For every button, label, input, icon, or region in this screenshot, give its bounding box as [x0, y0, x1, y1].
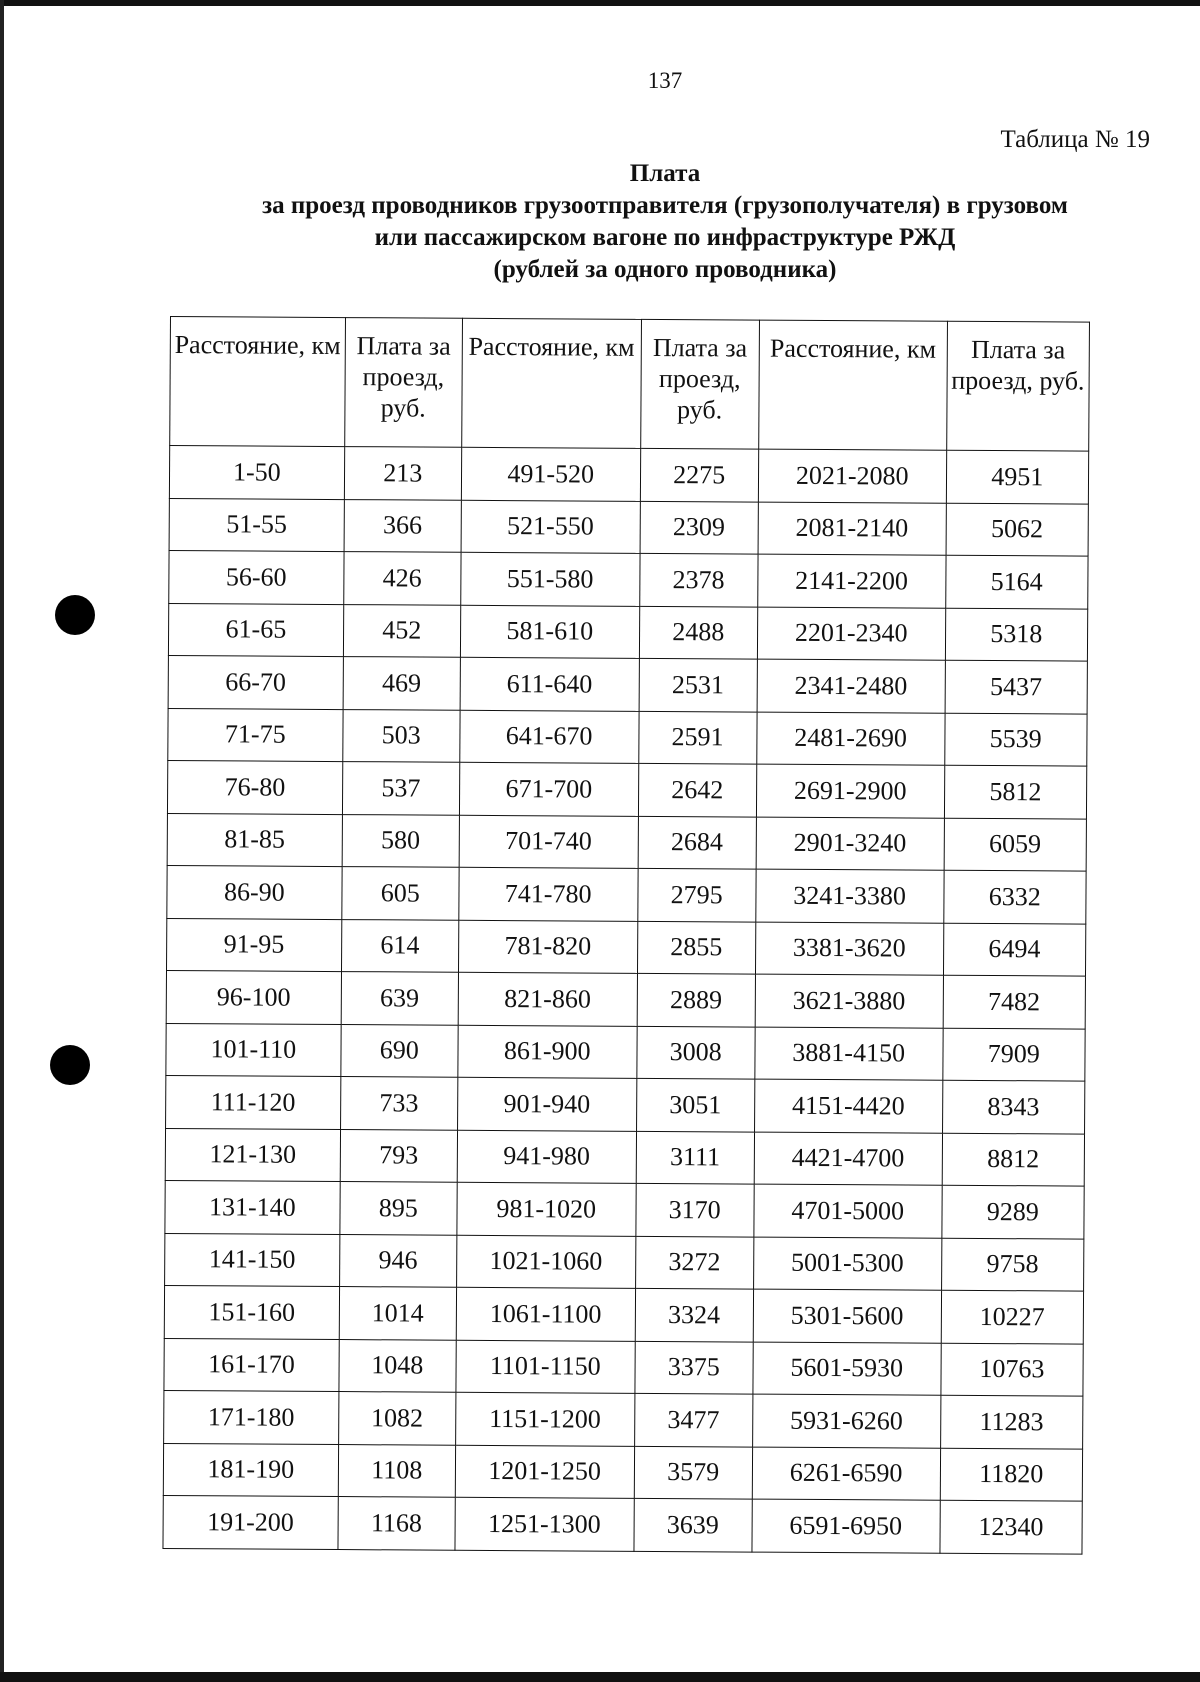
table-row — [164, 1390, 1083, 1448]
fare-cell: 8812 — [942, 1133, 1085, 1186]
fare-cell: 2309 — [640, 501, 758, 554]
distance-cell: 121-130 — [165, 1128, 340, 1182]
table-body — [163, 446, 1089, 1554]
distance-cell: 2341-2480 — [757, 659, 945, 713]
distance-cell: 86-90 — [167, 865, 342, 919]
fare-cell: 2591 — [638, 711, 756, 764]
distance-cell: 861-900 — [458, 1025, 637, 1079]
fare-cell: 1108 — [338, 1444, 455, 1497]
distance-cell: 3241-3380 — [756, 869, 944, 923]
punch-hole-icon — [50, 1045, 90, 1085]
header-distance: Расстояние, км — [462, 318, 642, 448]
distance-cell: 91-95 — [167, 918, 342, 972]
fare-cell: 3170 — [635, 1183, 753, 1236]
fare-cell: 3375 — [635, 1341, 753, 1394]
punch-hole-icon — [55, 595, 95, 635]
fare-cell: 537 — [342, 762, 459, 815]
table-row — [163, 1443, 1082, 1501]
distance-cell: 101-110 — [166, 1023, 341, 1077]
fare-cell: 2531 — [639, 658, 757, 711]
fare-cell: 2855 — [637, 921, 755, 974]
distance-cell: 611-640 — [460, 657, 639, 711]
fare-cell: 2684 — [638, 816, 756, 869]
table-row — [166, 970, 1085, 1028]
fare-cell: 3477 — [634, 1393, 752, 1446]
distance-cell: 1151-1200 — [455, 1392, 634, 1446]
fare-cell: 2488 — [639, 606, 757, 659]
document-title — [160, 158, 1170, 286]
fare-cell: 3111 — [636, 1131, 754, 1184]
table-row — [164, 1338, 1083, 1396]
fare-cell: 11820 — [940, 1448, 1083, 1501]
fare-cell: 426 — [343, 552, 460, 605]
table-row — [165, 1128, 1084, 1186]
table-row — [166, 1075, 1085, 1133]
fare-cell: 1168 — [338, 1497, 455, 1550]
fare-cell: 5062 — [946, 503, 1089, 556]
fare-cell: 605 — [342, 867, 459, 920]
table-row — [166, 1023, 1085, 1081]
title-line-1: Плата — [629, 160, 701, 187]
distance-cell: 551-580 — [461, 552, 640, 606]
distance-cell: 701-740 — [459, 815, 638, 869]
distance-cell: 3621-3880 — [755, 974, 943, 1028]
table-label: Таблица № 19 — [1000, 126, 1150, 153]
distance-cell: 1101-1150 — [456, 1340, 635, 1394]
fare-cell: 2795 — [637, 868, 755, 921]
distance-cell: 71-75 — [168, 708, 343, 762]
table-row — [168, 708, 1087, 766]
distance-cell: 1-50 — [169, 446, 344, 500]
distance-cell: 901-940 — [457, 1077, 636, 1131]
distance-cell: 81-85 — [167, 813, 342, 867]
fare-cell: 6059 — [944, 818, 1087, 871]
table-row — [164, 1285, 1083, 1343]
distance-cell: 171-180 — [164, 1390, 339, 1444]
fare-cell: 9758 — [941, 1238, 1084, 1291]
fare-cell: 639 — [341, 972, 458, 1025]
distance-cell: 96-100 — [166, 970, 341, 1024]
distance-cell: 161-170 — [164, 1338, 339, 1392]
fare-cell: 5164 — [945, 555, 1088, 608]
distance-cell: 131-140 — [165, 1180, 340, 1234]
distance-cell: 66-70 — [168, 655, 343, 709]
distance-cell: 521-550 — [461, 500, 640, 554]
scan-border-top — [0, 0, 1200, 6]
table-row — [167, 813, 1086, 871]
fare-cell: 11283 — [940, 1395, 1083, 1448]
fare-cell: 5318 — [945, 608, 1088, 661]
distance-cell: 981-1020 — [457, 1182, 636, 1236]
header-distance: Расстояние, км — [758, 320, 947, 450]
fare-cell: 7482 — [943, 975, 1086, 1028]
distance-cell: 4421-4700 — [754, 1132, 942, 1186]
header-distance: Расстояние, км — [170, 317, 345, 447]
fare-cell: 3579 — [634, 1446, 752, 1499]
distance-cell: 1061-1100 — [456, 1287, 635, 1341]
distance-cell: 5001-5300 — [753, 1237, 941, 1291]
header-fare: Плата за проезд, руб. — [344, 318, 462, 448]
fare-cell: 614 — [341, 919, 458, 972]
fare-cell: 469 — [343, 657, 460, 710]
table-row — [168, 655, 1087, 713]
fare-cell: 580 — [342, 814, 459, 867]
fare-cell: 895 — [340, 1182, 457, 1235]
distance-cell: 491-520 — [461, 447, 640, 501]
table-row — [168, 603, 1087, 661]
fare-cell: 946 — [339, 1234, 456, 1287]
distance-cell: 6591-6950 — [752, 1499, 940, 1553]
distance-cell: 3881-4150 — [755, 1027, 943, 1081]
distance-cell: 181-190 — [163, 1443, 338, 1497]
fare-cell: 3324 — [635, 1288, 753, 1341]
distance-cell: 5301-5600 — [753, 1289, 941, 1343]
fare-cell: 733 — [340, 1077, 457, 1130]
fare-cell: 793 — [340, 1129, 457, 1182]
scan-border-left — [0, 0, 4, 1682]
distance-cell: 941-980 — [457, 1130, 636, 1184]
fare-cell: 4951 — [946, 450, 1089, 503]
distance-cell: 4151-4420 — [754, 1079, 942, 1133]
distance-cell: 671-700 — [459, 762, 638, 816]
distance-cell: 76-80 — [167, 760, 342, 814]
distance-cell: 2481-2690 — [757, 712, 945, 766]
fare-cell: 690 — [341, 1024, 458, 1077]
fare-cell: 2642 — [638, 763, 756, 816]
page-number: 137 — [647, 68, 683, 93]
fare-cell: 6494 — [943, 923, 1086, 976]
distance-cell: 5931-6260 — [752, 1394, 940, 1448]
distance-cell: 4701-5000 — [754, 1184, 942, 1238]
header-fare: Плата за проезд, руб. — [946, 321, 1089, 451]
distance-cell: 151-160 — [164, 1285, 339, 1339]
fare-cell: 1014 — [339, 1287, 456, 1340]
fare-cell: 7909 — [942, 1028, 1085, 1081]
fare-cell: 6332 — [943, 870, 1086, 923]
distance-cell: 2081-2140 — [758, 502, 946, 556]
distance-cell: 3381-3620 — [755, 922, 943, 976]
fare-cell: 10227 — [941, 1290, 1084, 1343]
distance-cell: 141-150 — [165, 1233, 340, 1287]
title-line-4: (рублей за одного проводника) — [493, 256, 837, 283]
distance-cell: 2141-2200 — [757, 554, 945, 608]
fare-cell: 2378 — [639, 553, 757, 606]
distance-cell: 6261-6590 — [752, 1447, 940, 1501]
fare-cell: 9289 — [941, 1185, 1084, 1238]
fare-cell: 12340 — [940, 1500, 1083, 1553]
title-line-3: или пассажирском вагоне по инфраструктуре РЖД — [374, 224, 956, 251]
fare-cell: 3051 — [636, 1078, 754, 1131]
distance-cell: 641-670 — [460, 710, 639, 764]
distance-cell: 191-200 — [163, 1495, 338, 1549]
fare-table — [162, 316, 1090, 1554]
distance-cell: 1021-1060 — [456, 1235, 635, 1289]
table-row — [167, 865, 1086, 923]
table-row — [165, 1233, 1084, 1291]
fare-cell: 3272 — [635, 1236, 753, 1289]
distance-cell: 781-820 — [458, 920, 637, 974]
fare-cell: 5539 — [944, 713, 1087, 766]
table-row — [167, 918, 1086, 976]
fare-cell: 1082 — [338, 1392, 455, 1445]
distance-cell: 581-610 — [460, 605, 639, 659]
fare-cell: 10763 — [940, 1343, 1083, 1396]
distance-cell: 2691-2900 — [756, 764, 944, 818]
fare-cell: 503 — [342, 709, 459, 762]
table-row — [165, 1180, 1084, 1238]
distance-cell: 821-860 — [458, 972, 637, 1026]
distance-cell: 51-55 — [169, 498, 344, 552]
distance-cell: 2201-2340 — [757, 607, 945, 661]
distance-cell: 5601-5930 — [753, 1342, 941, 1396]
distance-cell: 1201-1250 — [455, 1445, 634, 1499]
table-row — [169, 446, 1088, 504]
table-row — [167, 760, 1086, 818]
scan-border-bottom — [0, 1672, 1200, 1682]
distance-cell: 2901-3240 — [756, 817, 944, 871]
distance-cell: 1251-1300 — [455, 1497, 634, 1551]
distance-cell: 2021-2080 — [758, 449, 946, 503]
fare-cell: 3639 — [634, 1498, 752, 1551]
distance-cell: 111-120 — [166, 1075, 341, 1129]
distance-cell: 61-65 — [168, 603, 343, 657]
fare-cell: 213 — [344, 447, 461, 500]
fare-cell: 2275 — [640, 448, 758, 501]
table-row — [169, 498, 1088, 556]
distance-cell: 56-60 — [169, 550, 344, 604]
fare-cell: 452 — [343, 604, 460, 657]
table-row — [163, 1495, 1082, 1553]
table-header-row — [170, 317, 1090, 452]
fare-cell: 3008 — [636, 1026, 754, 1079]
distance-cell: 741-780 — [459, 867, 638, 921]
fare-cell: 1048 — [339, 1339, 456, 1392]
fare-cell: 5437 — [945, 660, 1088, 713]
fare-cell: 366 — [344, 499, 461, 552]
title-line-2: за проезд проводников грузоотправителя (грузополучателя) в грузовом — [262, 192, 1068, 219]
fare-cell: 8343 — [942, 1080, 1085, 1133]
header-fare: Плата за проезд, руб. — [640, 319, 759, 449]
table-row — [169, 550, 1088, 608]
fare-cell: 5812 — [944, 765, 1087, 818]
fare-cell: 2889 — [637, 973, 755, 1026]
